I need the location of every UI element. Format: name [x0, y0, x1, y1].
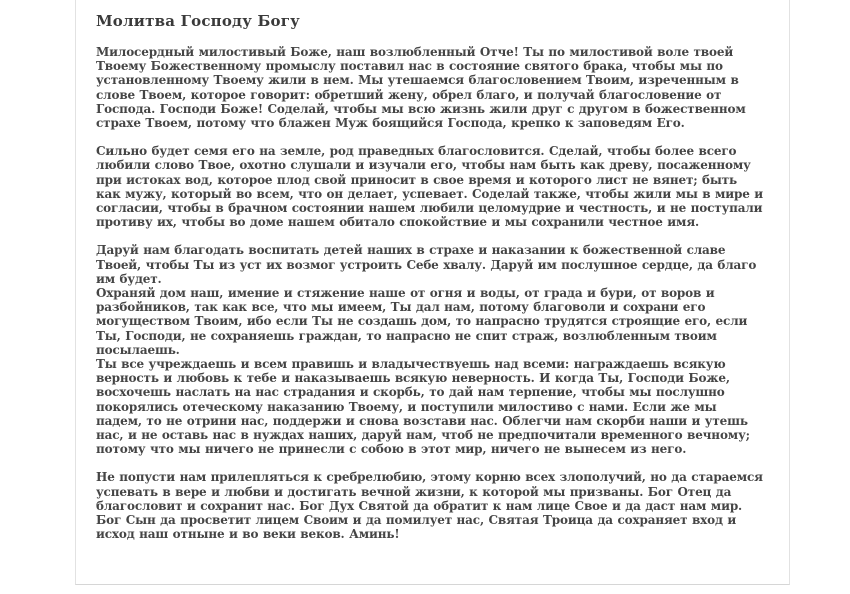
prayer-paragraph: Милосердный милостивый Боже, наш возлюбленный Отче! Ты по милостивой воле твоей Твоему Божественному промыслу поставил нас в состояние святого брака, чтобы мы по установленному Твоему жили в нем. Мы утешаемся благословением Твоим, изреченным в слове Твоем, которое говорит: обретший жену, обрел благо, и получай благословение от Господа. Господи Боже! Соделай, чтобы мы всю жизнь жили друг с другом в божественном страхе Твоем, потому что блажен Муж боящийся Господа, крепко к заповедям Его.: [96, 45, 746, 131]
page-title: Молитва Господу Богу: [96, 12, 300, 30]
prayer-paragraph: Ты все учреждаешь и всем правишь и владычествуешь над всеми: награждаешь всякую верность и любовь к тебе и наказываешь всякую неверность. И когда Ты, Господи Боже, восхочешь наслать на нас страдания и скорбь, то дай нам терпение, чтобы мы послушно покорялись отеческому наказанию Твоему, и поступили милостиво с нами. Если же мы падем, то не отрини нас, поддержи и снова возстави нас. Облегчи нам скорби наши и утешь нас, и не оставь нас в нуждах наших, даруй нам, чтоб не предпочитали временного вечному; потому что мы ничего не принесли с собою в этот мир, ничего не вынесем из него.: [96, 357, 750, 457]
prayer-paragraph: Сильно будет семя его на земле, род праведных благословится. Сделай, чтобы более всего любили слово Твое, охотно слушали и изучали его, чтобы нам быть как древу, посаженному при истоках вод, которое плод свой приносит в свое время и которого лист не вянет; быть как мужу, который во всем, что он делает, успевает. Соделай также, чтобы жили мы в мире и согласии, чтобы в брачном состоянии нашем любили целомудрие и честность, и не поступали противу их, чтобы во доме нашем обитало спокойствие и мы сохранили честное имя.: [96, 144, 764, 230]
prayer-page: [75, 0, 790, 585]
prayer-paragraph: Охраняй дом наш, имение и стяжение наше от огня и воды, от града и бури, от воров и разбойников, так как все, что мы имеем, Ты дал нам, потому благоволи и сохрани его могуществом Твоим, ибо если Ты не создашь дом, то напрасно трудятся строящие его, если Ты, Господи, не сохраняешь граждан, то напрасно не спит страж, возлюбленным твоим посылаешь.: [96, 286, 748, 357]
prayer-paragraph: Даруй нам благодать воспитать детей наших в страхе и наказании к божественной славе Твоей, чтобы Ты из уст их возмог устроить Себе хвалу. Даруй им послушное сердце, да благо им будет.: [96, 243, 757, 286]
prayer-body: [96, 45, 765, 542]
prayer-paragraph: Не попусти нам прилепляться к сребрелюбию, этому корню всех злополучий, но да стараемся успевать в вере и любви и достигать вечной жизни, к которой мы призваны. Бог Отец да благословит и сохранит нас. Бог Дух Святой да обратит к нам лице Свое и да даст нам мир. Бог Сын да просветит лицем Своим и да помилует нас, Святая Троица да сохраняет вход и исход наш отныне и во веки веков. Аминь!: [96, 470, 763, 542]
